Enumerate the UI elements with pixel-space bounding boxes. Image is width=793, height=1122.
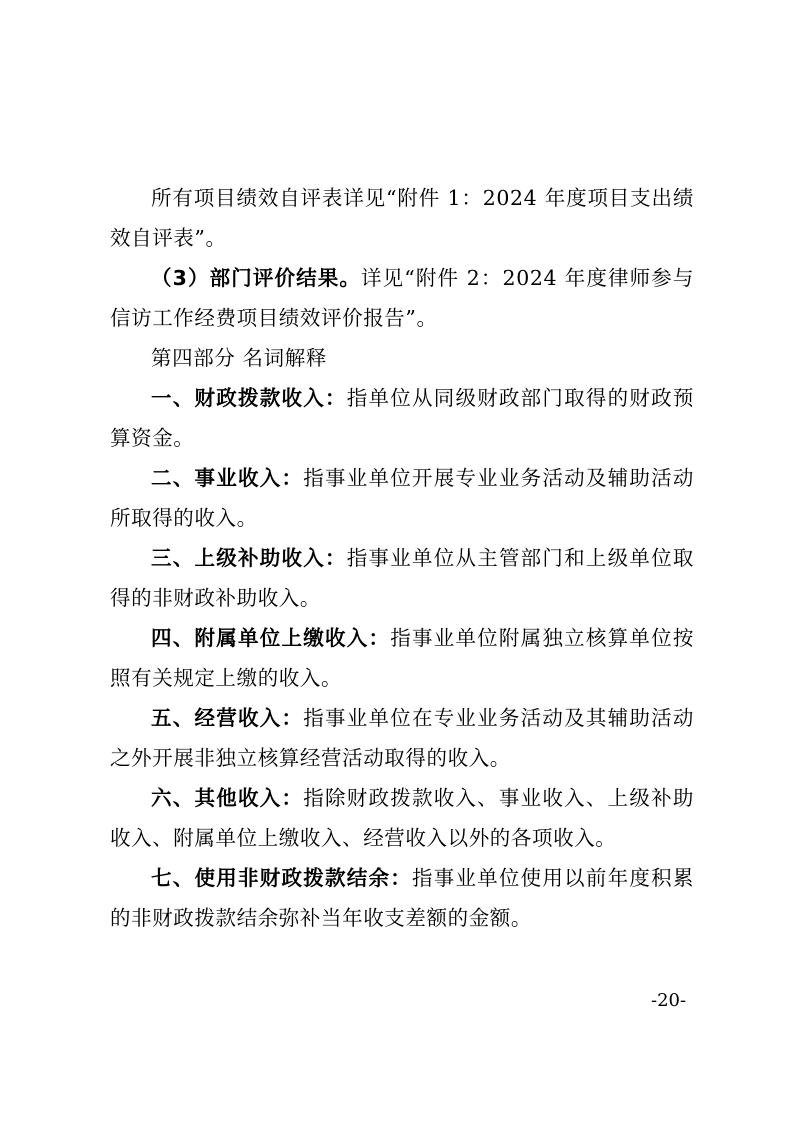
text-department-evaluation: 详见“附件 2：2024 年度律师参与信访工作经费项目绩效评价报告”。 (110, 266, 694, 330)
term-description: 指事业单位开展专业业务活动及辅助活动所取得的收入。 (110, 466, 694, 530)
term-paragraph (110, 378, 694, 458)
page-number: -20- (651, 990, 687, 1011)
term-description: 指事业单位从主管部门和上级单位取得的非财政补助收入。 (110, 546, 694, 610)
term-label: 七、使用非财政拨款结余： (151, 866, 412, 890)
term-paragraph (110, 698, 694, 778)
heading-department-evaluation: （3）部门评价结果。 (151, 266, 362, 290)
term-paragraph (110, 858, 694, 938)
term-paragraph (110, 458, 694, 538)
term-description: 指事业单位在专业业务活动及其辅助活动之外开展非独立核算经营活动取得的收入。 (110, 706, 694, 770)
paragraph-project-self-evaluation: 所有项目绩效自评表详见“附件 1：2024 年度项目支出绩效自评表”。 (110, 186, 694, 250)
term-paragraph (110, 618, 694, 698)
term-label: 五、经营收入： (151, 706, 304, 730)
term-description: 指除财政拨款收入、事业收入、上级补助收入、附属单位上缴收入、经营收入以外的各项收入。 (110, 786, 694, 850)
term-description: 指单位从同级财政部门取得的财政预算资金。 (110, 386, 694, 450)
term-label: 二、事业收入： (151, 466, 304, 490)
term-description: 指事业单位附属独立核算单位按照有关规定上缴的收入。 (110, 626, 694, 690)
term-description: 指事业单位使用以前年度积累的非财政拨款结余弥补当年收支差额的金额。 (110, 866, 694, 930)
term-label: 六、其他收入： (151, 786, 304, 810)
term-paragraph (110, 778, 694, 858)
document-body (110, 178, 694, 938)
term-paragraph (110, 538, 694, 618)
term-label: 三、上级补助收入： (151, 546, 347, 570)
term-label: 一、财政拨款收入： (151, 386, 347, 410)
section-title: 第四部分 名词解释 (151, 346, 327, 370)
term-label: 四、附属单位上缴收入： (151, 626, 391, 650)
paragraph-department-evaluation (110, 258, 694, 338)
